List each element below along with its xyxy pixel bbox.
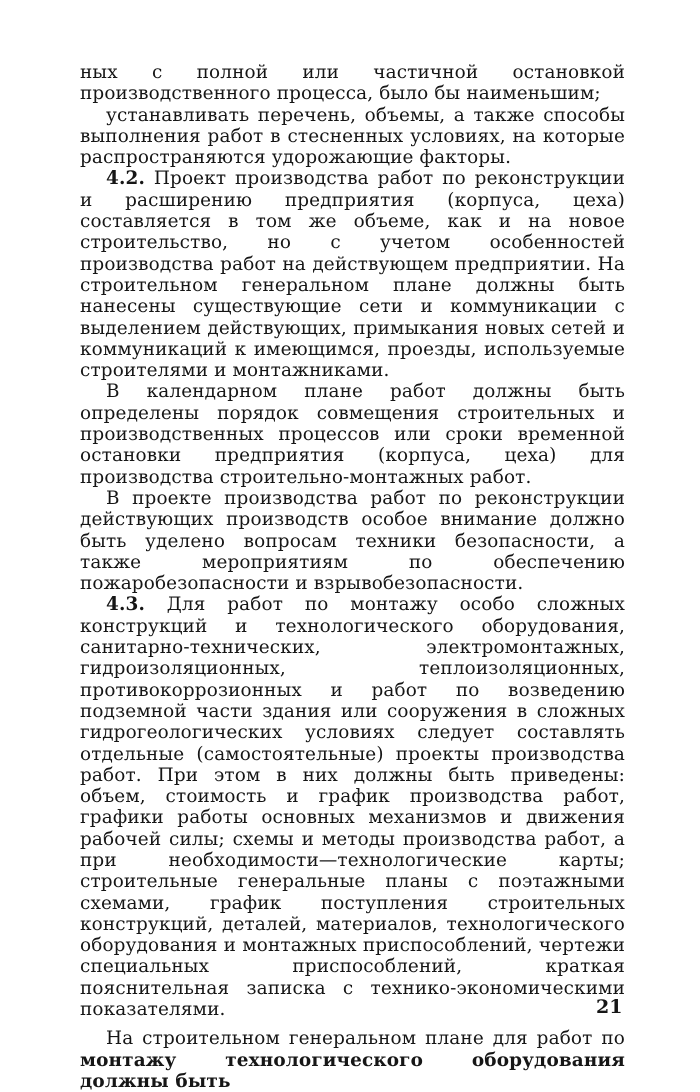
paragraph-section-4-2 xyxy=(80,168,625,381)
paragraph-text: В проекте производства работ по реконструкции действующих производств особое внимание должно быть уделено вопросам техники безопасности, а также мероприятиям по обеспечению пожаробезопасности и взрывобезопасности. xyxy=(80,487,625,595)
paragraph-text: Для работ по монтажу особо сложных конструкций и технологического оборудования, санитарно-технических, электромонтажных, гидроизоляционных, теплоизоляционных, противокоррозионных и работ по возведению подземной части здания или сооружения в сложных гидрогеологических условиях следует составлять отдельные (самостоятельные) проекты производства работ. При этом в них должны быть приведены: объем, стоимость и график производства работ, графики работы основных механизмов и движения рабочей силы; схемы и методы производства работ, а при необходимости—технологические карты; строительные генеральные планы с поэтажными схемами, график поступления строительных конструкций, деталей, материалов, технологического оборудования и монтажных приспособлений, чертежи специальных приспособлений, краткая пояснительная записка с технико-экономическими показателями. xyxy=(80,594,625,1021)
paragraph-list-item xyxy=(80,105,625,169)
paragraph-continuation xyxy=(80,62,625,105)
paragraph-text-tail: монтажу технологического оборудования должны быть xyxy=(80,1049,625,1092)
paragraph-safety xyxy=(80,488,625,594)
page-body xyxy=(80,62,625,1092)
paragraph-text: Проект производства работ по реконструкции и расширению предприятия (корпуса, цеха) составляется в том же объеме, как и на новое строительство, но с учетом особенностей производства работ на действующем предприятии. На строительном генеральном плане должны быть нанесены существующие сети и коммуникации с выделением действующих, примыкания новых сетей и коммуникаций к имеющимся, проезды, используемые строителями и монтажниками. xyxy=(80,168,625,382)
paragraph-text: На строительном генеральном плане для работ по xyxy=(106,1028,625,1050)
paragraph-section-4-3 xyxy=(80,594,625,1020)
section-number: 4.2. xyxy=(106,168,145,190)
paragraph-general-plan xyxy=(80,1028,625,1092)
paragraph-text: ных с полной или частичной остановкой производственного процесса, было бы наименьшим; xyxy=(80,62,625,105)
page-number: 21 xyxy=(596,996,623,1018)
paragraph-calendar-plan xyxy=(80,381,625,487)
paragraph-text: устанавливать перечень, объемы, а также способы выполнения работ в стесненных условиях, на которые распространяются удорожающие факторы. xyxy=(80,104,625,169)
section-number: 4.3. xyxy=(106,594,145,616)
paragraph-text: В календарном плане работ должны быть определены порядок совмещения строительных и производственных процессов или сроки временной остановки предприятия (корпуса, цеха) для производства строительно-монтажных работ. xyxy=(80,381,625,488)
